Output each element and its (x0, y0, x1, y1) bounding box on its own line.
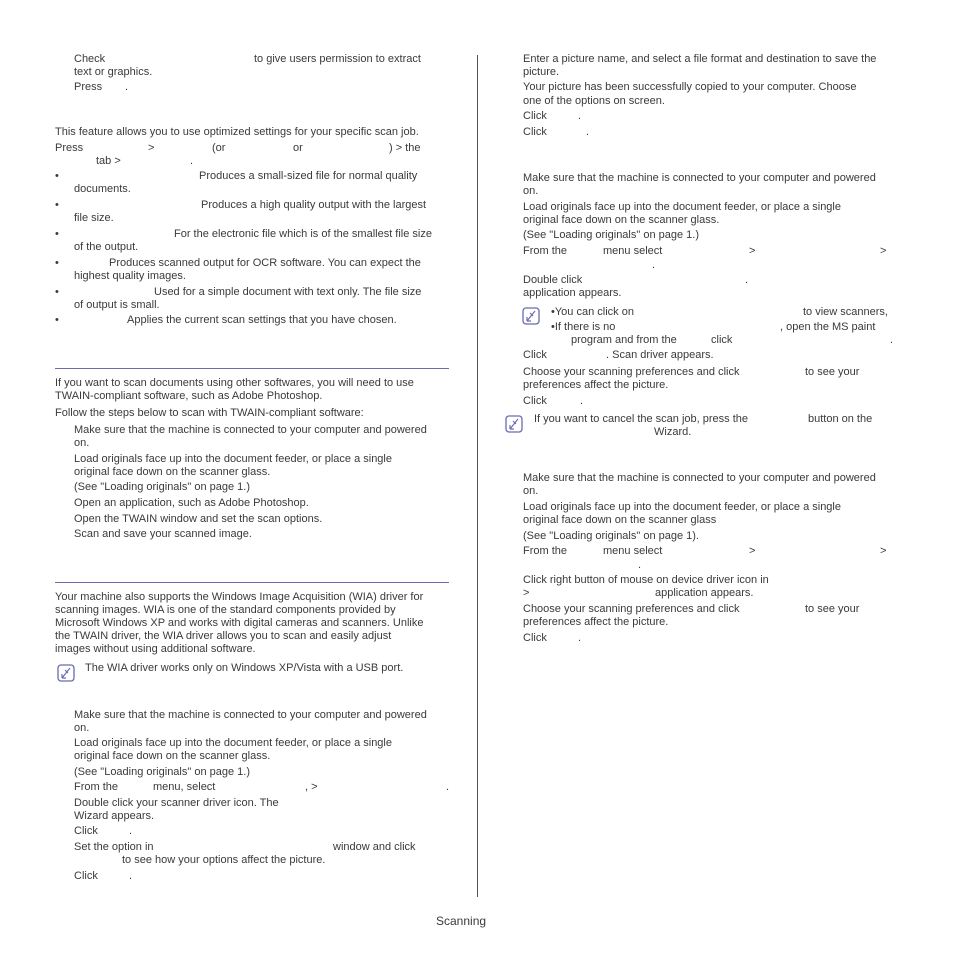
right-column-text: If you want to cancel the scan job, press the (534, 413, 749, 425)
note-icon (57, 664, 75, 682)
left-column-text: . (446, 781, 450, 793)
left-column-text: This feature allows you to use optimized settings for your specific scan job. (55, 126, 419, 138)
left-column-text: . (129, 870, 133, 882)
left-column-text: on. (74, 722, 90, 734)
left-column-text: The WIA driver works only on Windows XP/Vista with a USB port. (85, 662, 404, 674)
right-column-text: menu select (603, 245, 663, 257)
section-rule-twain (55, 368, 449, 369)
left-column-text: scanning images. WIA is one of the standard components provided by (55, 604, 396, 616)
right-column-text: > (749, 245, 756, 257)
right-column-text: Click (523, 110, 547, 122)
left-column-text: Click (74, 870, 98, 882)
right-column-text: Click right button of mouse on device driver icon in (523, 574, 769, 586)
left-column-text: highest quality images. (74, 270, 186, 282)
left-column-text: text or graphics. (74, 66, 153, 78)
right-column-text: . (745, 274, 749, 286)
left-column-text: TWAIN-compliant software, such as Adobe Photoshop. (55, 390, 323, 402)
section-rule-wia (55, 582, 449, 583)
right-column-text: . (652, 259, 656, 271)
left-column-text: . (129, 825, 133, 837)
left-column-text: documents. (74, 183, 131, 195)
right-column-text: on. (523, 485, 539, 497)
left-column-text: Open the TWAIN window and set the scan options. (74, 513, 323, 525)
right-column-text: Enter a picture name, and select a file format and destination to save the (523, 53, 877, 65)
left-column-text: Your machine also supports the Windows Image Acquisition (WIA) driver for (55, 591, 424, 603)
left-column-text: • (55, 286, 59, 298)
left-column-text: Wizard appears. (74, 810, 155, 822)
left-column-text: (or (212, 142, 226, 154)
left-column-text: Produces a high quality output with the largest (201, 199, 427, 211)
right-column-text: Click (523, 126, 547, 138)
right-column-text: Make sure that the machine is connected to your computer and powered (523, 172, 876, 184)
right-column-text: button on the (808, 413, 873, 425)
left-column-text: Produces scanned output for OCR software. You can expect the (109, 257, 421, 269)
left-column-text: • (55, 170, 59, 182)
left-column-text: Produces a small-sized file for normal quality (199, 170, 418, 182)
right-column-text: on. (523, 185, 539, 197)
right-column-text: . Scan driver appears. (606, 349, 714, 361)
left-column-text: of output is small. (74, 299, 160, 311)
right-column-text: Load originals face up into the document feeder, or place a single (523, 201, 841, 213)
right-column-text: Click (523, 632, 547, 644)
right-column-text: > (523, 587, 530, 599)
left-column-text: of the output. (74, 241, 139, 253)
right-column-text: > (880, 245, 887, 257)
left-column-text: to see how your options affect the picture. (122, 854, 326, 866)
right-column-text: > (880, 545, 887, 557)
right-column-text: original face down on the scanner glass. (523, 214, 720, 226)
right-column-text: From the (523, 245, 568, 257)
right-column-text: original face down on the scanner glass (523, 514, 717, 526)
right-column-text: picture. (523, 66, 560, 78)
left-column-text: For the electronic file which is of the smallest file size (174, 228, 432, 240)
left-column-text: on. (74, 437, 90, 449)
right-column-text: one of the options on screen. (523, 95, 665, 107)
left-column-text: Press (74, 81, 103, 93)
right-column-text: click (711, 334, 733, 346)
left-column-text: • (55, 228, 59, 240)
right-column-text: From the (523, 545, 568, 557)
left-column-text: > (148, 142, 155, 154)
right-column-text: to view scanners, (803, 306, 888, 318)
right-column-text: . (578, 110, 582, 122)
left-column-text: (See "Loading originals" on page 1.) (74, 481, 250, 493)
right-column-text: . (586, 126, 590, 138)
right-column-text: to see your (805, 366, 860, 378)
right-column-text: Choose your scanning preferences and click (523, 603, 740, 615)
left-column-text: Check (74, 53, 106, 65)
left-column-text: Press (55, 142, 84, 154)
left-column-text: • (55, 257, 59, 269)
left-column-text: window and click (333, 841, 416, 853)
right-column-text: Make sure that the machine is connected to your computer and powered (523, 472, 876, 484)
left-column-text: Open an application, such as Adobe Photoshop. (74, 497, 309, 509)
left-column-text: Make sure that the machine is connected to your computer and powered (74, 709, 427, 721)
left-column-text: Load originals face up into the document feeder, or place a single (74, 453, 392, 465)
right-column-text: , open the MS paint (780, 321, 876, 333)
right-column-text: . (580, 395, 584, 407)
right-column-text: Double click (523, 274, 583, 286)
right-column-text: program and from the (571, 334, 677, 346)
right-column-text: application appears. (523, 287, 622, 299)
note-icon (505, 415, 523, 433)
left-column-text: • (55, 199, 59, 211)
right-column-text: Load originals face up into the document feeder, or place a single (523, 501, 841, 513)
left-column-text: Used for a simple document with text only. The file size (154, 286, 422, 298)
left-column-text: images without using additional software. (55, 643, 256, 655)
left-column-text: Double click your scanner driver icon. The (74, 797, 279, 809)
left-column-text: original face down on the scanner glass. (74, 466, 271, 478)
right-column-text: •You can click on (551, 306, 634, 318)
left-column-text: From the (74, 781, 119, 793)
right-column-text: (See "Loading originals" on page 1.) (523, 229, 699, 241)
right-column-text: Click (523, 349, 547, 361)
left-column-text: file size. (74, 212, 114, 224)
left-column-text: Microsoft Windows XP and works with digital cameras and scanners. Unlike (55, 617, 424, 629)
column-divider (477, 55, 478, 897)
left-column-text: tab > (96, 155, 121, 167)
right-column-text: (See "Loading originals" on page 1). (523, 530, 699, 542)
left-column-text: Set the option in (74, 841, 154, 853)
left-column-text: . (190, 155, 194, 167)
right-column-text: Click (523, 395, 547, 407)
left-column-text: Scan and save your scanned image. (74, 528, 252, 540)
right-column-text: . (638, 559, 642, 571)
right-column-text: Wizard. (654, 426, 692, 438)
left-column-text: Click (74, 825, 98, 837)
note-icon (522, 307, 540, 325)
right-column-text: preferences affect the picture. (523, 616, 669, 628)
right-column-text: > (749, 545, 756, 557)
left-column-text: (See "Loading originals" on page 1.) (74, 766, 250, 778)
left-column-text: Follow the steps below to scan with TWAIN-compliant software: (55, 407, 364, 419)
left-column-text: ) > the (389, 142, 421, 154)
left-column-text: . (125, 81, 129, 93)
right-column-text: . (578, 632, 582, 644)
right-column-text: menu select (603, 545, 663, 557)
right-column-text: application appears. (655, 587, 754, 599)
right-column-text: preferences affect the picture. (523, 379, 669, 391)
right-column-text: Your picture has been successfully copied to your computer. Choose (523, 81, 857, 93)
left-column-text: Load originals face up into the document feeder, or place a single (74, 737, 392, 749)
left-column-text: Make sure that the machine is connected to your computer and powered (74, 424, 427, 436)
left-column-text: the TWAIN driver, the WIA driver allows you to scan and easily adjust (55, 630, 392, 642)
footer-section-title: Scanning (436, 914, 487, 928)
left-column-text: Applies the current scan settings that you have chosen. (127, 314, 397, 326)
right-column-text: •If there is no (551, 321, 616, 333)
left-column-text: If you want to scan documents using other softwares, you will need to use (55, 377, 414, 389)
right-column-text: Choose your scanning preferences and click (523, 366, 740, 378)
left-column-text: , > (305, 781, 318, 793)
left-column-text: original face down on the scanner glass. (74, 750, 271, 762)
right-column-text: . (890, 334, 894, 346)
left-column-text: to give users permission to extract (254, 53, 421, 65)
left-column-text: • (55, 314, 59, 326)
left-column-text: menu, select (153, 781, 216, 793)
left-column-text: or (293, 142, 303, 154)
right-column-text: to see your (805, 603, 860, 615)
